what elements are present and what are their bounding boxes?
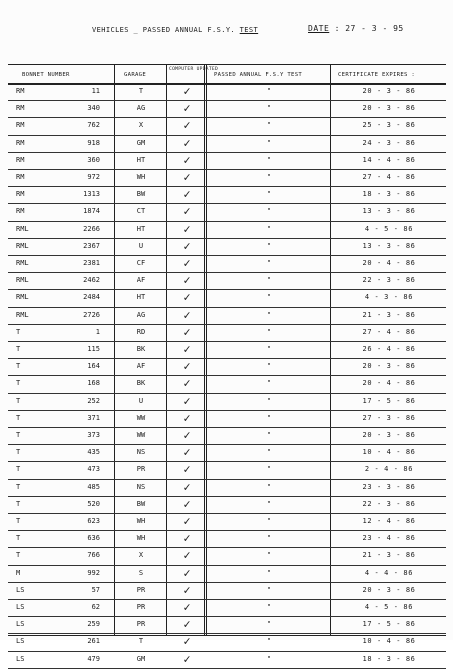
- computer-updated-check: ✓: [183, 152, 191, 167]
- table-row: [8, 255, 446, 273]
- certificate-expires-cell: 20 - 4 - 86: [362, 379, 416, 388]
- computer-updated-check: ✓: [183, 238, 191, 253]
- passed-test-ditto-cell: ": [266, 431, 272, 439]
- certificate-expires-cell: 23 - 4 - 86: [362, 534, 416, 543]
- certificate-expires-cell: 27 - 4 - 86: [362, 173, 416, 181]
- passed-test-ditto-cell: ": [266, 207, 272, 216]
- certificate-expires-cell: 20 - 3 - 86: [362, 431, 416, 439]
- garage-cell: WH: [136, 534, 146, 543]
- certificate-expires-cell: 20 - 4 - 86: [362, 259, 416, 267]
- bonnet-number-cell: 62: [91, 603, 100, 611]
- bonnet-number-cell: 623: [87, 517, 100, 525]
- bonnet-prefix-cell: T: [16, 327, 21, 336]
- certificate-expires-cell: 22 - 3 - 86: [362, 276, 416, 285]
- bonnet-prefix-cell: T: [16, 534, 21, 543]
- table-row: [8, 496, 446, 514]
- certificate-expires-cell: 27 - 4 - 86: [362, 327, 416, 336]
- bonnet-prefix-cell: RM: [16, 155, 25, 164]
- bonnet-number-cell: 1874: [83, 207, 100, 216]
- certificate-expires-cell: 12 - 4 - 86: [362, 517, 416, 525]
- computer-updated-check: ✓: [183, 462, 191, 477]
- certificate-expires-cell: 10 - 4 - 86: [362, 637, 416, 646]
- table-row: [8, 203, 446, 221]
- bonnet-prefix-cell: T: [16, 551, 21, 560]
- header-computer-updated: COMPUTER UPDATED: [169, 67, 219, 72]
- computer-updated-check: ✓: [183, 479, 191, 494]
- garage-cell: T: [138, 87, 144, 95]
- certificate-expires-cell: 23 - 3 - 86: [362, 482, 416, 491]
- passed-test-ditto-cell: ": [266, 379, 272, 388]
- bonnet-number-cell: 168: [87, 379, 100, 388]
- passed-test-ditto-cell: ": [266, 585, 272, 594]
- computer-updated-check: ✓: [183, 135, 191, 150]
- bonnet-number-cell: 2484: [83, 293, 100, 302]
- computer-updated-check: ✓: [183, 376, 191, 391]
- garage-cell: BK: [136, 345, 146, 353]
- computer-updated-check: ✓: [183, 290, 191, 305]
- passed-test-ditto-cell: ": [266, 654, 272, 663]
- garage-cell: NS: [136, 482, 146, 491]
- computer-updated-check: ✓: [183, 445, 191, 460]
- certificate-expires-cell: 18 - 3 - 86: [362, 654, 416, 663]
- table-row: [8, 135, 446, 153]
- bonnet-number-cell: 520: [87, 499, 100, 508]
- certificate-expires-cell: 18 - 3 - 86: [362, 190, 416, 199]
- header-passed-test: PASSED ANNUAL F.S.Y TEST: [214, 72, 303, 78]
- table-row: [8, 117, 446, 135]
- bonnet-prefix-cell: LS: [16, 620, 25, 629]
- passed-test-ditto-cell: ": [266, 482, 272, 491]
- passed-test-ditto-cell: ": [266, 121, 272, 130]
- table-row: [8, 307, 446, 325]
- bonnet-number-cell: 435: [87, 448, 100, 457]
- garage-cell: WW: [136, 413, 146, 422]
- bonnet-prefix-cell: LS: [16, 603, 25, 611]
- bonnet-number-cell: 918: [87, 138, 100, 147]
- bonnet-prefix-cell: T: [16, 362, 21, 371]
- bonnet-prefix-cell: LS: [16, 637, 25, 646]
- garage-cell: PR: [136, 620, 146, 629]
- title-test-word: TEST: [239, 26, 259, 34]
- bonnet-prefix-cell: T: [16, 396, 21, 405]
- table-row: [8, 238, 446, 256]
- bonnet-prefix-cell: T: [16, 465, 21, 474]
- bonnet-prefix-cell: T: [16, 448, 21, 457]
- table-row: [8, 616, 446, 634]
- bonnet-number-cell: 485: [87, 482, 100, 491]
- table-header-row: [8, 65, 446, 85]
- table-row: [8, 565, 446, 583]
- table-row: [8, 427, 446, 445]
- computer-updated-check: ✓: [183, 307, 191, 322]
- table-row: [8, 289, 446, 307]
- bonnet-prefix-cell: RM: [16, 138, 25, 147]
- bonnet-prefix-cell: RM: [16, 104, 25, 113]
- garage-cell: X: [138, 121, 144, 130]
- bonnet-number-cell: 2726: [83, 310, 100, 319]
- garage-cell: S: [138, 568, 144, 577]
- bonnet-prefix-cell: M: [16, 568, 21, 577]
- passed-test-ditto-cell: ": [266, 190, 272, 199]
- computer-updated-check: ✓: [183, 221, 191, 236]
- passed-test-ditto-cell: ": [266, 448, 272, 457]
- certificate-expires-cell: 10 - 4 - 86: [362, 448, 416, 457]
- bonnet-number-cell: 1313: [83, 190, 100, 199]
- header-certificate-expires: CERTIFICATE EXPIRES :: [338, 72, 416, 78]
- bonnet-number-cell: 360: [87, 155, 100, 164]
- passed-test-ditto-cell: ": [266, 499, 272, 508]
- date-value: : 27 - 3 - 95: [334, 24, 404, 33]
- garage-cell: HT: [136, 293, 146, 302]
- bonnet-prefix-cell: RML: [16, 224, 29, 233]
- bonnet-number-cell: 762: [87, 121, 100, 130]
- certificate-expires-cell: 4 - 4 - 86: [364, 568, 414, 577]
- table-row: [8, 324, 446, 342]
- computer-updated-check: ✓: [183, 187, 191, 202]
- table-row: [8, 444, 446, 462]
- passed-test-ditto-cell: ": [266, 362, 272, 371]
- garage-cell: X: [138, 551, 144, 560]
- bonnet-prefix-cell: RML: [16, 293, 29, 302]
- computer-updated-check: ✓: [183, 256, 191, 270]
- table-row: [8, 375, 446, 393]
- bonnet-number-cell: 259: [87, 620, 100, 629]
- bonnet-number-cell: 992: [87, 568, 100, 577]
- table-row: [8, 651, 446, 669]
- passed-test-ditto-cell: ": [266, 465, 272, 474]
- computer-updated-check: ✓: [183, 170, 191, 184]
- garage-cell: T: [138, 637, 144, 646]
- certificate-expires-cell: 17 - 5 - 86: [362, 620, 416, 629]
- computer-updated-check: ✓: [183, 324, 191, 339]
- bonnet-number-cell: 2462: [83, 276, 100, 285]
- bonnet-number-cell: 340: [87, 104, 100, 113]
- bonnet-prefix-cell: T: [16, 379, 21, 388]
- bonnet-number-cell: 115: [87, 345, 100, 353]
- document-title: [92, 26, 258, 34]
- bonnet-prefix-cell: RM: [16, 190, 25, 199]
- computer-updated-check: ✓: [183, 342, 191, 356]
- garage-cell: HT: [136, 155, 146, 164]
- bonnet-prefix-cell: RML: [16, 276, 29, 285]
- passed-test-ditto-cell: ": [266, 224, 272, 233]
- passed-test-ditto-cell: ": [266, 155, 272, 164]
- bonnet-prefix-cell: T: [16, 413, 21, 422]
- garage-cell: WH: [136, 173, 146, 181]
- garage-cell: HT: [136, 224, 146, 233]
- computer-updated-check: ✓: [183, 428, 191, 442]
- certificate-expires-cell: 21 - 3 - 86: [362, 551, 416, 560]
- bonnet-number-cell: 2381: [83, 259, 100, 267]
- certificate-expires-cell: 27 - 3 - 86: [362, 413, 416, 422]
- passed-test-ditto-cell: ": [266, 534, 272, 543]
- bonnet-prefix-cell: RM: [16, 121, 25, 130]
- bonnet-number-cell: 479: [87, 654, 100, 663]
- passed-test-ditto-cell: ": [266, 276, 272, 285]
- table-row: [8, 633, 446, 651]
- certificate-expires-cell: 20 - 3 - 86: [362, 104, 416, 113]
- passed-test-ditto-cell: ": [266, 173, 272, 181]
- certificate-expires-cell: 4 - 3 - 86: [364, 293, 414, 302]
- garage-cell: PR: [136, 465, 146, 474]
- bonnet-prefix-cell: RML: [16, 310, 29, 319]
- garage-cell: AF: [136, 362, 146, 371]
- certificate-expires-cell: 20 - 3 - 86: [362, 585, 416, 594]
- computer-updated-check: ✓: [183, 651, 191, 666]
- computer-updated-check: ✓: [183, 531, 191, 546]
- table-row: [8, 599, 446, 617]
- passed-test-ditto-cell: ": [266, 345, 272, 353]
- passed-test-ditto-cell: ": [266, 241, 272, 250]
- document-date: [308, 24, 404, 33]
- certificate-expires-cell: 14 - 4 - 86: [362, 155, 416, 164]
- table-row: [8, 582, 446, 600]
- bonnet-number-cell: 373: [87, 431, 100, 439]
- passed-test-ditto-cell: ": [266, 138, 272, 147]
- garage-cell: PR: [136, 603, 146, 611]
- certificate-expires-cell: 2 - 4 - 86: [364, 465, 414, 474]
- computer-updated-check: ✓: [183, 359, 191, 374]
- table-row: [8, 221, 446, 239]
- garage-cell: AG: [136, 310, 146, 319]
- garage-cell: WH: [136, 517, 146, 525]
- passed-test-ditto-cell: ": [266, 327, 272, 336]
- bonnet-prefix-cell: RML: [16, 259, 29, 267]
- computer-updated-check: ✓: [183, 548, 191, 563]
- computer-updated-check: ✓: [183, 273, 191, 288]
- table-row: [8, 410, 446, 428]
- passed-test-ditto-cell: ": [266, 293, 272, 302]
- bonnet-number-cell: 636: [87, 534, 100, 543]
- passed-test-ditto-cell: ": [266, 396, 272, 405]
- table-row: [8, 152, 446, 170]
- computer-updated-check: ✓: [183, 84, 191, 98]
- bonnet-prefix-cell: T: [16, 517, 21, 525]
- passed-test-ditto-cell: ": [266, 310, 272, 319]
- certificate-expires-cell: 20 - 3 - 86: [362, 87, 416, 95]
- certificate-expires-cell: 26 - 4 - 86: [362, 345, 416, 353]
- title-text: VEHICLES _ PASSED ANNUAL F.S.Y.: [92, 26, 236, 34]
- passed-test-ditto-cell: ": [266, 551, 272, 560]
- garage-cell: BK: [136, 379, 146, 388]
- garage-cell: GM: [136, 138, 146, 147]
- computer-updated-check: ✓: [183, 634, 191, 649]
- certificate-expires-cell: 20 - 3 - 86: [362, 362, 416, 371]
- computer-updated-check: ✓: [183, 582, 191, 597]
- passed-test-ditto-cell: ": [266, 413, 272, 422]
- table-row: [8, 530, 446, 548]
- computer-updated-check: ✓: [183, 565, 191, 580]
- bonnet-prefix-cell: RM: [16, 173, 25, 181]
- passed-test-ditto-cell: ": [266, 637, 272, 646]
- passed-test-ditto-cell: ": [266, 603, 272, 611]
- certificate-expires-cell: 13 - 3 - 86: [362, 241, 416, 250]
- date-label: DATE: [308, 24, 330, 33]
- computer-updated-check: ✓: [183, 514, 191, 528]
- garage-cell: RD: [136, 327, 146, 336]
- table-row: [8, 186, 446, 204]
- bonnet-number-cell: 164: [87, 362, 100, 371]
- passed-test-ditto-cell: ": [266, 568, 272, 577]
- certificate-expires-cell: 22 - 3 - 86: [362, 499, 416, 508]
- passed-test-ditto-cell: ": [266, 259, 272, 267]
- table-row: [8, 341, 446, 359]
- bonnet-number-cell: 1: [95, 327, 100, 336]
- table-row: [8, 461, 446, 479]
- garage-cell: NS: [136, 448, 146, 457]
- passed-test-ditto-cell: ": [266, 104, 272, 113]
- garage-cell: U: [138, 241, 144, 250]
- bonnet-number-cell: 11: [91, 87, 100, 95]
- garage-cell: CT: [136, 207, 146, 216]
- header-garage: GARAGE: [124, 72, 147, 78]
- bonnet-number-cell: 2266: [83, 224, 100, 233]
- computer-updated-check: ✓: [183, 204, 191, 219]
- garage-cell: BW: [136, 499, 146, 508]
- table-row: [8, 83, 446, 101]
- bonnet-number-cell: 766: [87, 551, 100, 560]
- computer-updated-check: ✓: [183, 393, 191, 408]
- table-row: [8, 479, 446, 497]
- header-bonnet-number: BONNET NUMBER: [22, 72, 70, 78]
- bonnet-prefix-cell: RM: [16, 87, 25, 95]
- bonnet-prefix-cell: T: [16, 431, 21, 439]
- bonnet-number-cell: 252: [87, 396, 100, 405]
- table-row: [8, 272, 446, 290]
- bonnet-prefix-cell: T: [16, 482, 21, 491]
- certificate-expires-cell: 21 - 3 - 86: [362, 310, 416, 319]
- bonnet-prefix-cell: T: [16, 499, 21, 508]
- vehicle-table: [8, 64, 446, 666]
- computer-updated-check: ✓: [183, 118, 191, 133]
- computer-updated-check: ✓: [183, 496, 191, 511]
- table-row: [8, 547, 446, 565]
- table-row: [8, 169, 446, 187]
- garage-cell: CF: [136, 259, 146, 267]
- computer-updated-check: ✓: [183, 410, 191, 425]
- certificate-expires-cell: 17 - 5 - 86: [362, 396, 416, 405]
- table-row: [8, 100, 446, 118]
- bonnet-prefix-cell: LS: [16, 654, 25, 663]
- passed-test-ditto-cell: ": [266, 87, 272, 95]
- computer-updated-check: ✓: [183, 101, 191, 116]
- certificate-expires-cell: 24 - 3 - 86: [362, 138, 416, 147]
- certificate-expires-cell: 25 - 3 - 86: [362, 121, 416, 130]
- bonnet-prefix-cell: LS: [16, 585, 25, 594]
- table-body: [8, 83, 446, 666]
- table-row: [8, 513, 446, 531]
- computer-updated-check: ✓: [183, 617, 191, 632]
- certificate-expires-cell: 13 - 3 - 86: [362, 207, 416, 216]
- bonnet-number-cell: 2367: [83, 241, 100, 250]
- bonnet-prefix-cell: RML: [16, 241, 29, 250]
- table-row: [8, 358, 446, 376]
- bonnet-number-cell: 473: [87, 465, 100, 474]
- bonnet-prefix-cell: T: [16, 345, 21, 353]
- bonnet-prefix-cell: RM: [16, 207, 25, 216]
- computer-updated-check: ✓: [183, 600, 191, 614]
- bonnet-number-cell: 261: [87, 637, 100, 646]
- bonnet-number-cell: 57: [91, 585, 100, 594]
- garage-cell: U: [138, 396, 144, 405]
- garage-cell: PR: [136, 585, 146, 594]
- certificate-expires-cell: 4 - 5 - 86: [364, 224, 414, 233]
- passed-test-ditto-cell: ": [266, 620, 272, 629]
- certificate-expires-cell: 4 - 5 - 86: [364, 603, 414, 611]
- bonnet-number-cell: 371: [87, 413, 100, 422]
- garage-cell: AF: [136, 276, 146, 285]
- bonnet-number-cell: 972: [87, 173, 100, 181]
- passed-test-ditto-cell: ": [266, 517, 272, 525]
- garage-cell: AG: [136, 104, 146, 113]
- garage-cell: BW: [136, 190, 146, 199]
- table-row: [8, 393, 446, 411]
- garage-cell: GM: [136, 654, 146, 663]
- garage-cell: WW: [136, 431, 146, 439]
